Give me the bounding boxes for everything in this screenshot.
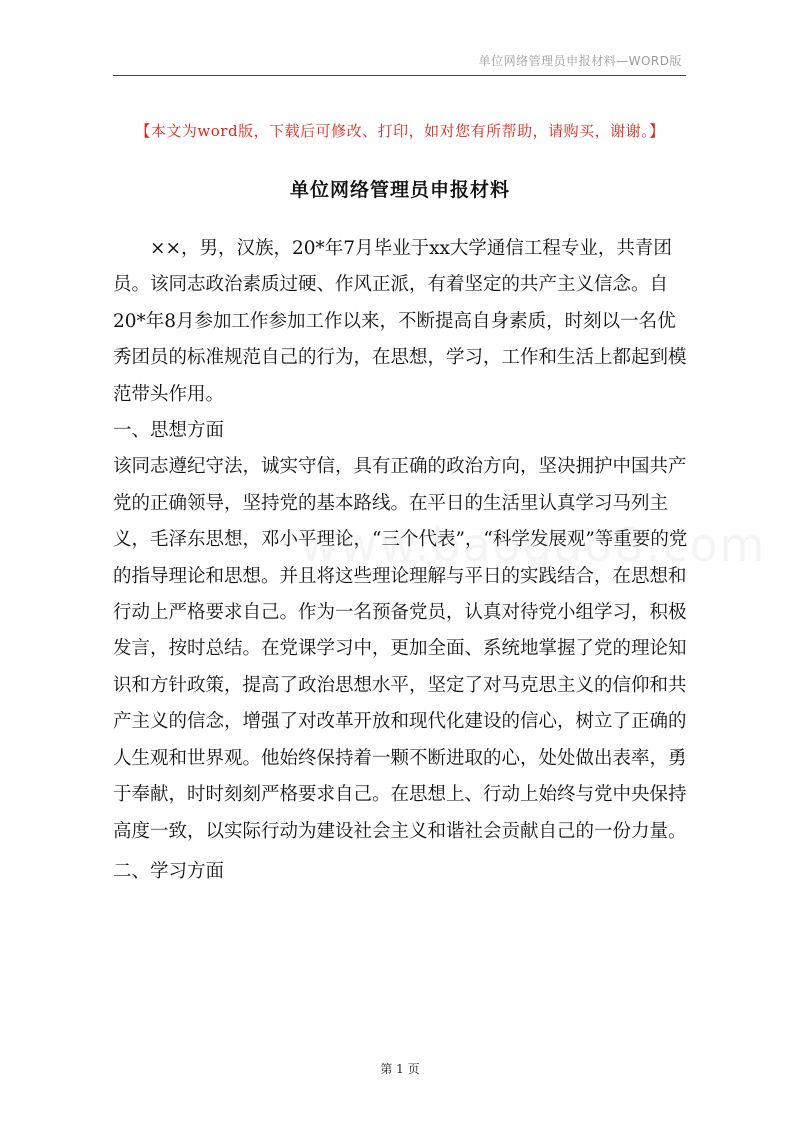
document-body: [113, 231, 688, 890]
header-divider: [113, 75, 686, 76]
purchase-notice: 【本文为word版，下载后可修改、打印，如对您有所帮助，请购买，谢谢。】: [135, 122, 665, 140]
document-title: 单位网络管理员申报材料: [289, 179, 510, 201]
section-heading-study: 二、学习方面: [113, 860, 225, 882]
page-number: 第 1 页: [380, 1062, 420, 1076]
section-heading-thought: 一、思想方面: [113, 420, 225, 442]
section-body-thought: 该同志遵纪守法，诚实守信，具有正确的政治方向，坚决拥护中国共产党的正确领导，坚持党的基本路线。在平日的生活里认真学习马列主义，毛泽东思想，邓小平理论，“三个代表”，“科学发展观”等重要的党的指导理论和思想。并且将这些理论理解与平日的实践结合，在思想和行动上严格要求自己。作为一名预备党员，认真对待党小组学习，积极发言，按时总结。在党课学习中，更加全面、系统地掌握了党的理论知识和方针政策，提高了政治思想水平，坚定了对马克思主义的信仰和共产主义的信念，增强了对改革开放和现代化建设的信心，树立了正确的人生观和世界观。他始终保持着一颗不断进取的心，处处做出表率，勇于奉献，时时刻刻严格要求自己。在思想上、行动上始终与党中央保持高度一致，以实际行动为建设社会主义和谐社会贡献自己的一份力量。: [113, 456, 688, 842]
running-header: 单位网络管理员申报材料—WORD版: [478, 54, 682, 68]
intro-paragraph: ××，男，汉族，20*年7月毕业于xx大学通信工程专业，共青团员。该同志政治素质过硬、作风正派，有着坚定的共产主义信念。自20*年8月参加工作参加工作以来，不断提高自身素质，时刻以一名优秀团员的标准规范自己的行为，在思想，学习，工作和生活上都起到模范带头作用。: [113, 238, 687, 405]
